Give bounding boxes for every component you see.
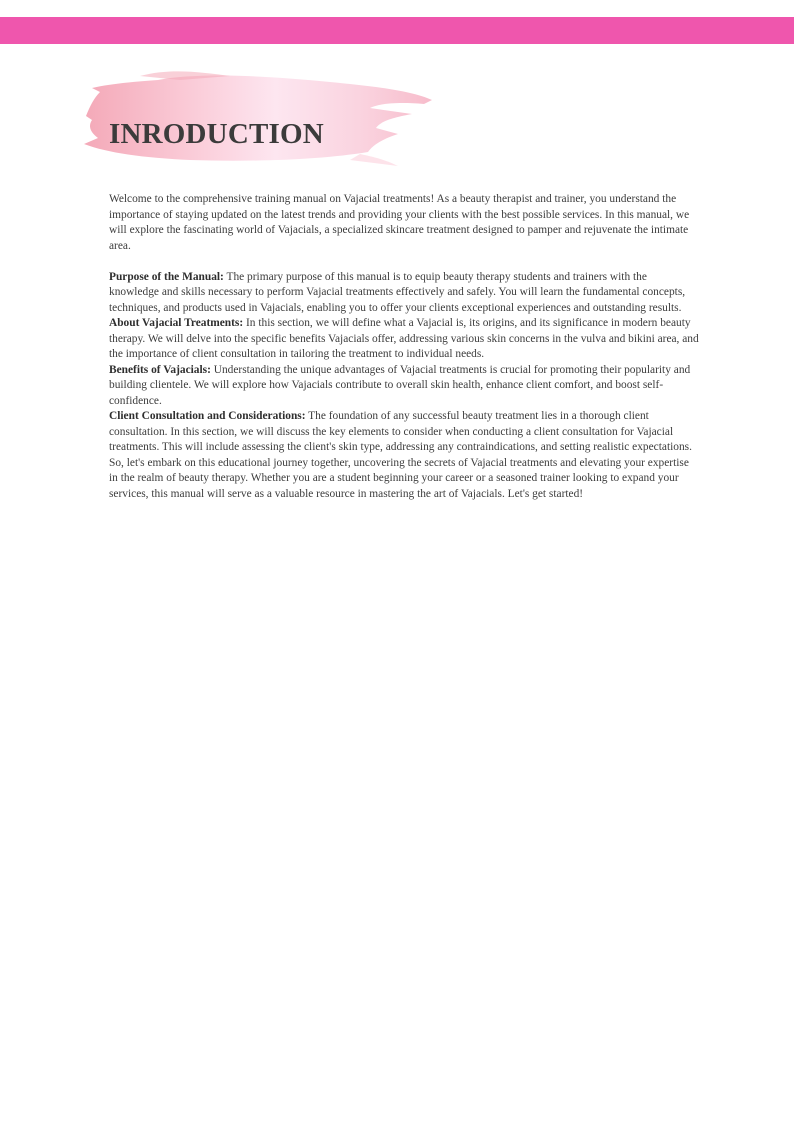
section-text: Understanding the unique advantages of Vajacial treatments is crucial for promoting their popularity and building clientele. We will explore how Vajacials contribute to overall skin health, enhance client comfort, and boost self-confidence. xyxy=(109,363,691,407)
section-about xyxy=(109,316,699,363)
section-benefits xyxy=(109,363,699,410)
section-heading: Purpose of the Manual: xyxy=(109,270,224,283)
page-title: INRODUCTION xyxy=(109,118,324,150)
section-heading: Benefits of Vajacials: xyxy=(109,363,211,376)
closing-paragraph: So, let's embark on this educational journey together, uncovering the secrets of Vajacial treatments and elevating your expertise in the realm of beauty therapy. Whether you are a student beginning your career or a seasoned trainer looking to expand your services, this manual will serve as a valuable resource in mastering the art of Vajacials. Let's get started! xyxy=(109,456,689,500)
paragraph-spacer xyxy=(109,254,699,270)
section-text: In this section, we will define what a Vajacial is, its origins, and its significance in modern beauty therapy. We will delve into the specific benefits Vajacials offer, addressing various skin concerns in the vulva and bikini area, and the importance of client consultation in tailoring the treatment to individual needs. xyxy=(109,317,699,360)
top-accent-bar xyxy=(0,17,794,44)
section-heading: Client Consultation and Considerations: xyxy=(109,410,306,422)
section-heading: About Vajacial Treatments: xyxy=(109,317,244,329)
section-text: The primary purpose of this manual is to equip beauty therapy students and trainers with the knowledge and skills necessary to perform Vajacial treatments effectively and safely. You will learn the fundamental concepts, techniques, and products used in Vajacials, enabling you to offer your clients exceptional experiences and outstanding results. xyxy=(109,270,686,314)
section-text: The foundation of any successful beauty treatment lies in a thorough client consultation. In this section, we will discuss the key elements to consider when conducting a client consultation for Vajacial treatments. This will include assessing the client's skin type, addressing any contraindications, and setting realistic expectations. xyxy=(109,410,692,453)
intro-paragraph: Welcome to the comprehensive training manual on Vajacial treatments! As a beauty therapist and trainer, you understand the importance of staying updated on the latest trends and providing your clients with the best possible services. In this manual, we will explore the fascinating world of Vajacials, a specialized skincare treatment designed to pamper and rejuvenate the intimate area. xyxy=(109,193,690,252)
body-text xyxy=(109,192,699,502)
section-purpose xyxy=(109,270,699,317)
section-consultation xyxy=(109,409,699,456)
